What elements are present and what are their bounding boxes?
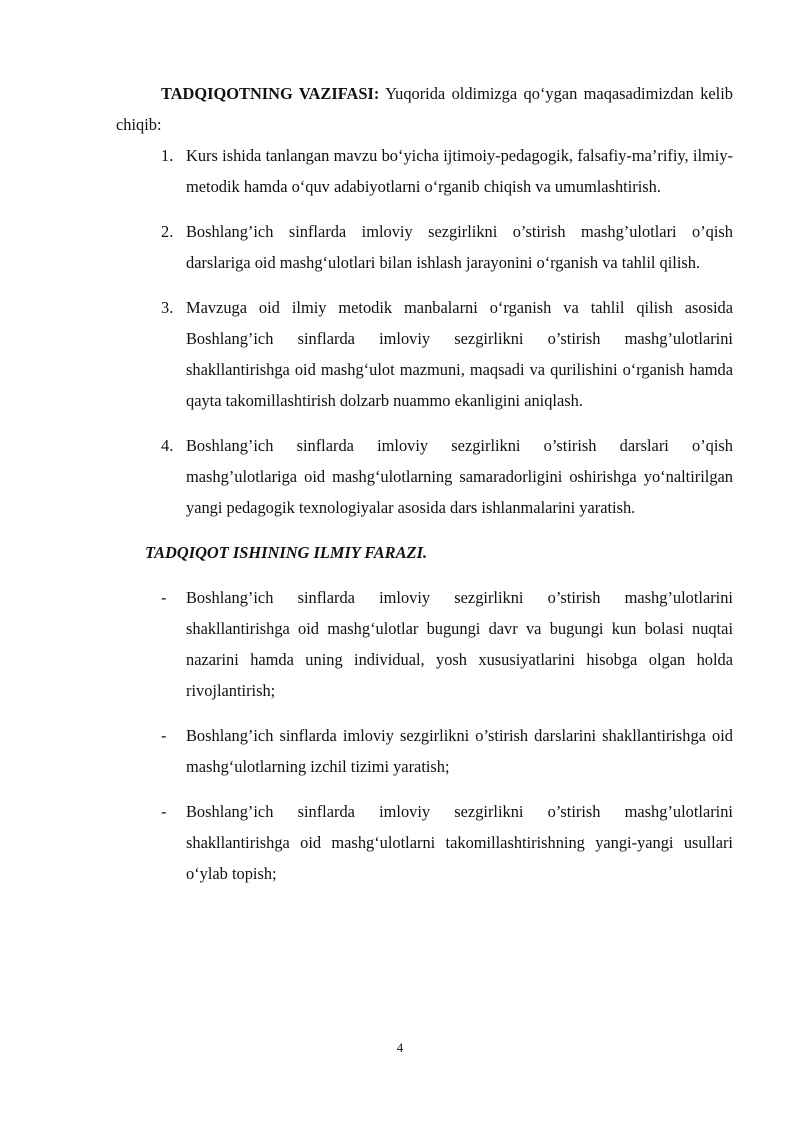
list-dash: - <box>161 802 167 821</box>
list-item-text: Mavzuga oid ilmiy metodik manbalarni o‘rganish va tahlil qilish asosida Boshlang’ich sinflarda imloviy sezgirlikni o’stirish mashg’ulotlarini shakllantirishga oid mashg‘ulot mazmuni, maqsadi va qurilishini o‘rganish hamda qayta takomillashtirish dolzarb nuammo ekanligini aniqlash. <box>186 298 733 410</box>
list-number: 3. <box>161 298 174 317</box>
list-item-text: Boshlang’ich sinflarda imloviy sezgirlikni o’stirish mashg’ulotlarini shakllantirishga oid mashg‘ulotlar bugungi davr va bugungi kun bolasi nuqtai nazarini hamda uning individual, yosh xususiyatlarini hisobga olgan holda rivojlantirish; <box>186 588 733 700</box>
hypothesis-list <box>116 582 733 889</box>
list-item-text: Boshlang’ich sinflarda imloviy sezgirlikni o’stirish darslarini shakllantirishga oid mashg‘ulotlarning izchil tizimi yaratish; <box>186 726 733 776</box>
intro-text: Yuqorida oldimizga qo‘ygan maqasadimizdan kelib chiqib: <box>116 84 733 134</box>
page-number: 4 <box>396 1040 404 1055</box>
list-item <box>116 430 733 523</box>
list-number: 4. <box>161 436 174 455</box>
page-content <box>116 78 733 903</box>
list-item <box>116 582 733 706</box>
list-item-text: Boshlang’ich sinflarda imloviy sezgirlikni o’stirish darslari o’qish mashg’ulotlariga oid mashg‘ulotlarning samaradorligini oshirishga yo‘naltirilgan yangi pedagogik texnologiyalar asosida dars ishlanmalarini yaratish. <box>186 436 733 517</box>
list-item <box>116 720 733 782</box>
list-dash: - <box>161 726 167 745</box>
list-item-text: Kurs ishida tanlangan mavzu bo‘yicha ijtimoiy-pedagogik, falsafiy-ma’rifiy, ilmiy-metodik hamda o‘quv adabiyotlarni o‘rganib chiqish va umumlashtirish. <box>186 146 733 196</box>
list-item <box>116 140 733 202</box>
intro-paragraph <box>116 78 733 140</box>
list-item-text: Boshlang’ich sinflarda imloviy sezgirlikni o’stirish mashg’ulotlari o’qish darslariga oid mashg‘ulotlari bilan ishlash jarayonini o‘rganish va tahlil qilish. <box>186 222 733 272</box>
list-item <box>116 216 733 278</box>
list-item <box>116 292 733 416</box>
list-number: 2. <box>161 222 174 241</box>
list-number: 1. <box>161 146 174 165</box>
tasks-heading: TADQIQOTNING VAZIFASI: <box>161 84 380 103</box>
list-item <box>116 796 733 889</box>
list-dash: - <box>161 588 167 607</box>
hypothesis-heading: TADQIQOT ISHINING ILMIY FARAZI. <box>145 543 428 562</box>
tasks-list <box>116 140 733 523</box>
list-item-text: Boshlang’ich sinflarda imloviy sezgirlikni o’stirish mashg’ulotlarini shakllantirishga oid mashg‘ulotlarni takomillashtirishning yangi-yangi usullari o‘ylab topish; <box>186 802 733 883</box>
